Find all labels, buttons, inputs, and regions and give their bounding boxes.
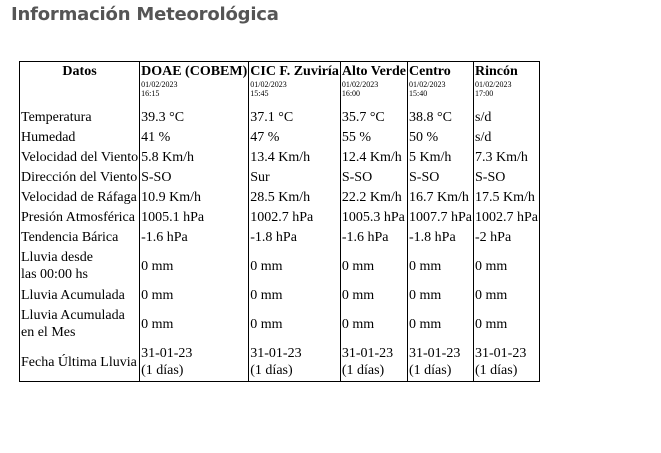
header-station-rincon <box>474 62 540 108</box>
row-label-line: Temperatura <box>21 109 92 125</box>
cell-value: 0 mm <box>140 285 249 305</box>
row-label-line: las 00:00 hs <box>21 267 88 282</box>
cell-value: -2 hPa <box>474 227 540 247</box>
table-row <box>20 207 540 227</box>
station-date: 01/02/2023 <box>250 80 287 89</box>
cell-value: 41 % <box>140 127 249 147</box>
header-station-doae <box>140 62 249 108</box>
cell-value: 12.4 Km/h <box>340 147 407 167</box>
cell-value: 1002.7 hPa <box>474 207 540 227</box>
cell-value: 1007.7 hPa <box>408 207 474 227</box>
cell-value-line: 31-01-23 <box>250 346 302 361</box>
cell-value <box>249 343 341 382</box>
table-row <box>20 247 540 285</box>
cell-value: Sur <box>249 167 341 187</box>
cell-value: 37.1 °C <box>249 107 341 127</box>
cell-value: 0 mm <box>474 285 540 305</box>
station-date: 01/02/2023 <box>141 80 178 89</box>
station-name: DOAE (COBEM) <box>141 64 248 79</box>
cell-value-line: (1 días) <box>141 363 184 378</box>
row-label <box>20 285 140 305</box>
cell-value: 22.2 Km/h <box>340 187 407 207</box>
row-label <box>20 167 140 187</box>
cell-value: 0 mm <box>249 247 341 285</box>
row-label-line: Velocidad de Ráfaga <box>21 189 137 205</box>
cell-value: 38.8 °C <box>408 107 474 127</box>
cell-value: S-SO <box>340 167 407 187</box>
header-datos-label: Datos <box>62 64 97 79</box>
station-name: CIC F. Zuviría <box>250 64 339 79</box>
table-row <box>20 227 540 247</box>
row-label-line: Lluvia Acumulada <box>21 308 125 323</box>
row-label <box>20 207 140 227</box>
table-row <box>20 187 540 207</box>
cell-value-line: 31-01-23 <box>341 346 394 361</box>
table-row <box>20 285 540 305</box>
row-label <box>20 247 140 285</box>
cell-value: 50 % <box>408 127 474 147</box>
cell-value <box>340 343 407 382</box>
cell-value: S-SO <box>140 167 249 187</box>
cell-value: -1.8 hPa <box>249 227 341 247</box>
cell-value: 0 mm <box>140 247 249 285</box>
station-name: Centro <box>409 64 451 79</box>
weather-table <box>19 61 540 382</box>
cell-value-line: (1 días) <box>409 363 452 378</box>
row-label-line: en el Mes <box>21 325 76 340</box>
cell-value: -1.8 hPa <box>408 227 474 247</box>
cell-value-line: 31-01-23 <box>475 346 527 361</box>
header-station-alto-verde <box>340 62 407 108</box>
cell-value: 0 mm <box>408 247 474 285</box>
cell-value: 28.5 Km/h <box>249 187 341 207</box>
row-label-line: Velocidad del Viento <box>21 149 139 165</box>
cell-value: 1002.7 hPa <box>249 207 341 227</box>
header-station-centro <box>408 62 474 108</box>
station-name: Rincón <box>475 64 518 79</box>
cell-value: 0 mm <box>140 305 249 343</box>
cell-value: 39.3 °C <box>140 107 249 127</box>
table-row <box>20 147 540 167</box>
cell-value <box>474 343 540 382</box>
row-label-line: Lluvia desde <box>21 250 93 265</box>
cell-value: s/d <box>474 107 540 127</box>
header-station-cic <box>249 62 341 108</box>
cell-value: 0 mm <box>408 305 474 343</box>
station-time: 15:45 <box>250 89 269 98</box>
cell-value <box>408 343 474 382</box>
cell-value: 5 Km/h <box>408 147 474 167</box>
table-row <box>20 167 540 187</box>
cell-value: 0 mm <box>249 305 341 343</box>
cell-value-line: (1 días) <box>250 363 293 378</box>
station-date: 01/02/2023 <box>475 80 512 89</box>
cell-value: 10.9 Km/h <box>140 187 249 207</box>
cell-value: 1005.3 hPa <box>340 207 407 227</box>
cell-value: s/d <box>474 127 540 147</box>
cell-value: 0 mm <box>474 247 540 285</box>
cell-value: 5.8 Km/h <box>140 147 249 167</box>
cell-value: 47 % <box>249 127 341 147</box>
cell-value: S-SO <box>474 167 540 187</box>
cell-value: 0 mm <box>408 285 474 305</box>
station-name: Alto Verde <box>341 64 406 79</box>
cell-value: 13.4 Km/h <box>249 147 341 167</box>
cell-value-line: (1 días) <box>475 363 518 378</box>
table-header-row <box>20 62 540 108</box>
row-label <box>20 147 140 167</box>
station-date: 01/02/2023 <box>341 80 379 89</box>
row-label-line: Dirección del Viento <box>21 169 138 185</box>
row-label <box>20 127 140 147</box>
row-label-line: Presión Atmosférica <box>21 209 135 225</box>
table-row <box>20 343 540 382</box>
cell-value: 0 mm <box>340 285 407 305</box>
row-label <box>20 343 140 382</box>
cell-value <box>140 343 249 382</box>
station-time: 15:40 <box>409 89 428 98</box>
cell-value: 0 mm <box>474 305 540 343</box>
row-label <box>20 187 140 207</box>
table-body <box>20 107 540 382</box>
station-date: 01/02/2023 <box>409 80 446 89</box>
cell-value: 0 mm <box>340 247 407 285</box>
cell-value: -1.6 hPa <box>340 227 407 247</box>
cell-value: S-SO <box>408 167 474 187</box>
row-label-line: Lluvia Acumulada <box>21 287 125 303</box>
header-datos <box>20 62 140 108</box>
cell-value: 0 mm <box>340 305 407 343</box>
row-label <box>20 227 140 247</box>
cell-value: 7.3 Km/h <box>474 147 540 167</box>
cell-value: 16.7 Km/h <box>408 187 474 207</box>
cell-value: 35.7 °C <box>340 107 407 127</box>
station-time: 17:00 <box>475 89 494 98</box>
cell-value: -1.6 hPa <box>140 227 249 247</box>
cell-value: 17.5 Km/h <box>474 187 540 207</box>
row-label-line: Fecha Última Lluvia <box>21 354 137 370</box>
station-time: 16:15 <box>141 89 160 98</box>
row-label-line: Humedad <box>21 129 76 145</box>
table-row <box>20 127 540 147</box>
page-title: Información Meteorológica <box>11 4 279 25</box>
table-row <box>20 305 540 343</box>
row-label-line: Tendencia Bárica <box>21 229 119 245</box>
row-label <box>20 305 140 343</box>
cell-value: 55 % <box>340 127 407 147</box>
cell-value-line: (1 días) <box>341 363 385 378</box>
row-label <box>20 107 140 127</box>
cell-value-line: 31-01-23 <box>141 346 193 361</box>
cell-value: 1005.1 hPa <box>140 207 249 227</box>
table-row <box>20 107 540 127</box>
station-time: 16:00 <box>341 89 361 98</box>
cell-value: 0 mm <box>249 285 341 305</box>
cell-value-line: 31-01-23 <box>409 346 461 361</box>
